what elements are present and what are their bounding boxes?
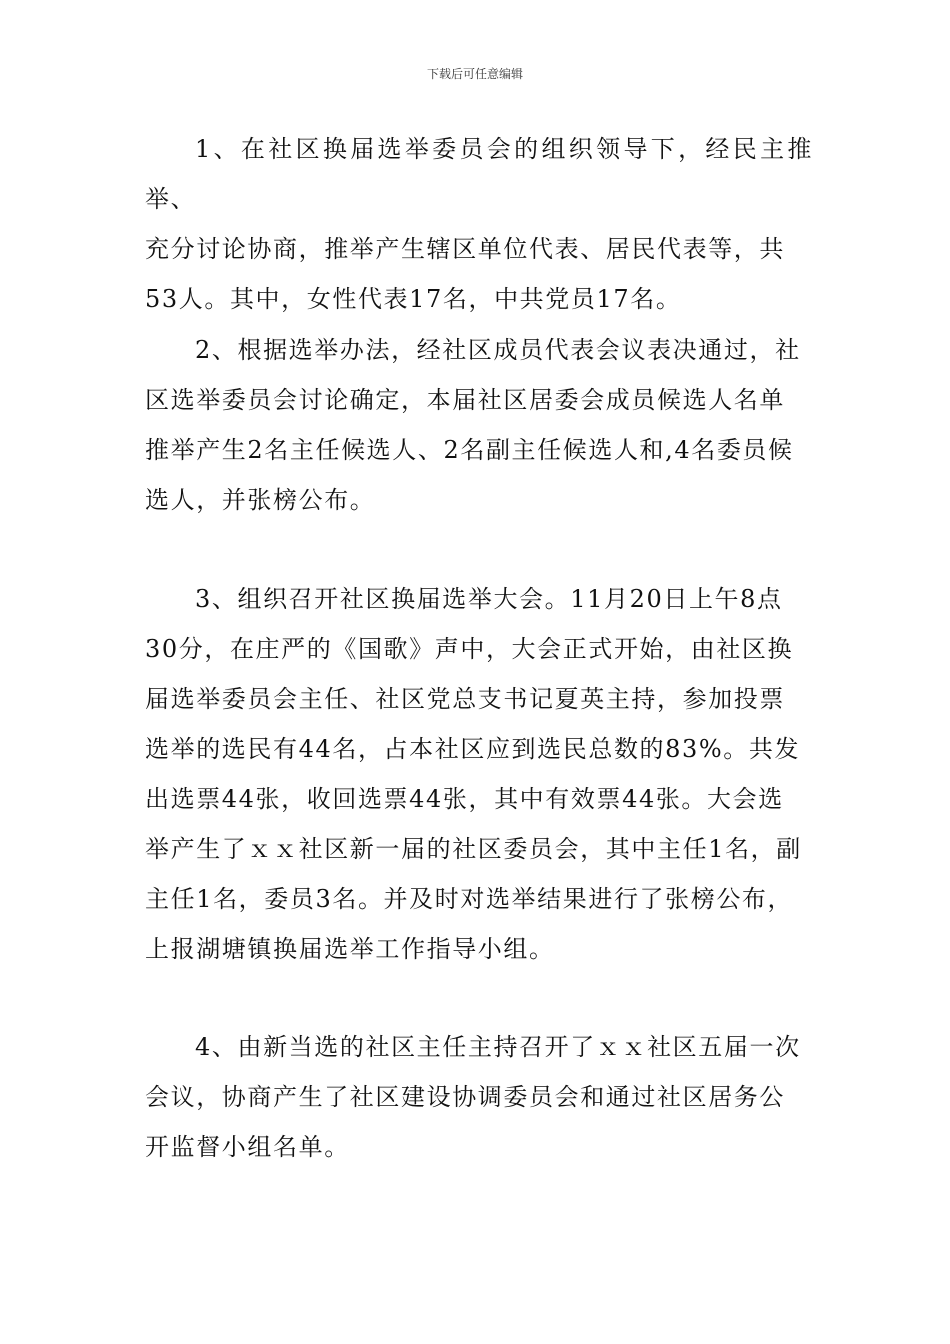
paragraph-4: 4、由新当选的社区主任主持召开了ｘｘ社区五届一次 会议，协商产生了社区建设协调委员会和通过社区居务公 开监督小组名单。 <box>145 1033 801 1161</box>
paragraph-1: 1、在社区换届选举委员会的组织领导下，经民主推举、 充分讨论协商，推举产生辖区单位代表、居民代表等，共 53人。其中，女性代表17名，中共党员17名。 <box>145 135 813 313</box>
page-header-note: 下载后可任意编辑 <box>426 67 523 81</box>
paragraph-3: 3、组织召开社区换届选举大会。11月20日上午8点 30分，在庄严的《国歌》声中，大会正式开始，由社区换 届选举委员会主任、社区党总支书记夏英主持，参加投票 选举的选民有44名，占本社区应到选民总数的83%。共发 出选票44张，收回选票44张，其中有效票44张。大会选 举产生了ｘｘ社区新一届的社区委员会，其中主任1名，副 主任1名，委员3名。并及时对选举结果进行了张榜公布， 上报湖塘镇换届选举工作指导小组。 <box>145 585 802 963</box>
paragraph-2: 2、根据选举办法，经社区成员代表会议表决通过，社 区选举委员会讨论确定，本届社区居委会成员候选人名单 推举产生2名主任候选人、2名副主任候选人和,4名委员候 选人，并张榜公布。 <box>145 336 801 514</box>
